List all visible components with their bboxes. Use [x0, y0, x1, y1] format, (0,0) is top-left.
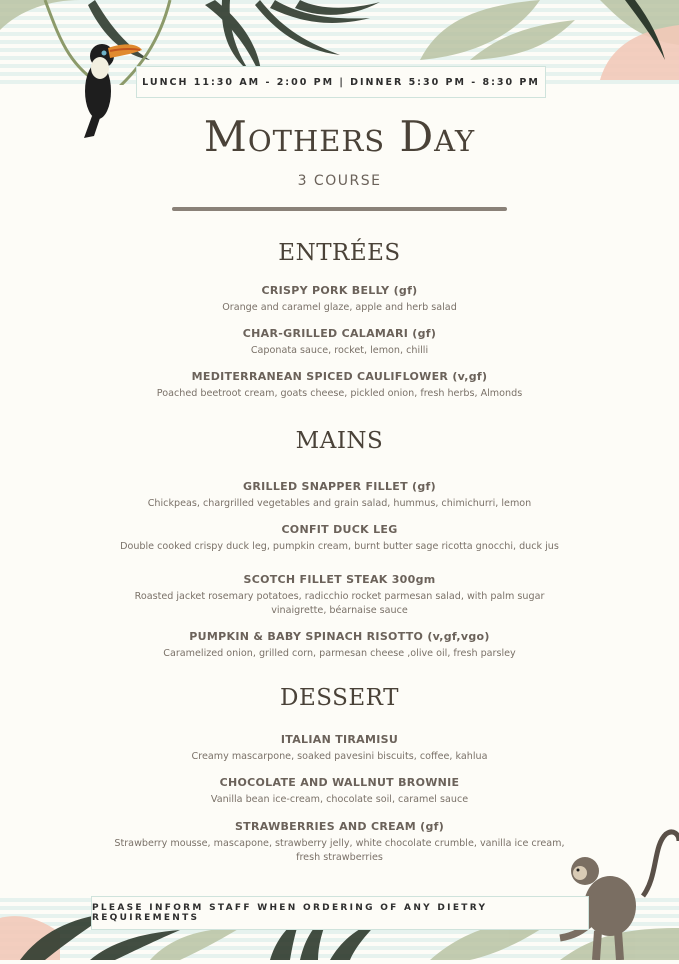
menu-item-description: Creamy mascarpone, soaked pavesini biscuits, coffee, kahlua [191, 751, 488, 762]
menu-item-description: Caponata sauce, rocket, lemon, chilli [250, 345, 429, 356]
menu-item-description: Chickpeas, chargrilled vegetables and grain salad, hummus, chimichurri, lemon [147, 498, 532, 509]
menu-item-name: GRILLED SNAPPER FILLET (gf) [243, 480, 436, 493]
menu-item [100, 733, 579, 764]
dietary-notice-banner: PLEASE INFORM STAFF WHEN ORDERING OF ANY DIETRY REQUIREMENTS [91, 896, 589, 930]
menu-item [100, 327, 579, 358]
menu-item-description: Poached beetroot cream, goats cheese, pickled onion, fresh herbs, Almonds [156, 388, 523, 399]
menu-item [100, 630, 579, 661]
menu-item-name: CRISPY PORK BELLY (gf) [261, 284, 418, 297]
menu-item [110, 820, 569, 864]
menu-item-description: Vanilla bean ice-cream, chocolate soil, caramel sauce [210, 794, 469, 805]
menu-item-name: ITALIAN TIRAMISU [280, 733, 399, 746]
title-divider [172, 207, 507, 211]
menu-item-name: PUMPKIN & BABY SPINACH RISOTTO (v,gf,vgo) [189, 630, 490, 643]
menu-item-description: Caramelized onion, grilled corn, parmesan cheese ,olive oil, fresh parsley [163, 648, 516, 659]
menu-item-description: Orange and caramel glaze, apple and herb salad [222, 302, 457, 313]
menu-item-description: Double cooked crispy duck leg, pumpkin cream, burnt butter sage ricotta gnocchi, duck jus [120, 541, 559, 552]
menu-item-name: SCOTCH FILLET STEAK 300gm [243, 573, 436, 586]
menu-item [100, 370, 579, 401]
menu-item-name: CHOCOLATE AND WALLNUT BROWNIE [219, 776, 460, 789]
course-subtitle: 3 COURSE [297, 173, 382, 189]
menu-item [100, 776, 579, 807]
section-heading-dessert: DESSERT [280, 685, 399, 711]
menu-item-name: CONFIT DUCK LEG [281, 523, 398, 536]
menu-item [100, 523, 579, 554]
menu-item-description: Strawberry mousse, mascapone, strawberry jelly, white chocolate crumble, vanilla ice cream, fresh strawberries [114, 838, 565, 863]
menu-item-name: CHAR-GRILLED CALAMARI (gf) [242, 327, 437, 340]
section-heading-entrees: ENTRÉES [278, 240, 401, 266]
page-title: Mothers Day [203, 112, 476, 161]
monkey-icon [548, 826, 679, 964]
menu-item [110, 573, 569, 617]
menu-item-name: STRAWBERRIES AND CREAM (gf) [234, 820, 445, 833]
menu-item-name: MEDITERRANEAN SPICED CAULIFLOWER (v,gf) [191, 370, 488, 383]
opening-hours-banner: LUNCH 11:30 AM - 2:00 PM | DINNER 5:30 PM - 8:30 PM [136, 66, 546, 98]
section-heading-mains: MAINS [295, 428, 384, 454]
menu-item [100, 284, 579, 315]
menu-item-description: Roasted jacket rosemary potatoes, radicchio rocket parmesan salad, with palm sugar vinaigrette, béarnaise sauce [134, 591, 545, 616]
menu-item [100, 480, 579, 511]
